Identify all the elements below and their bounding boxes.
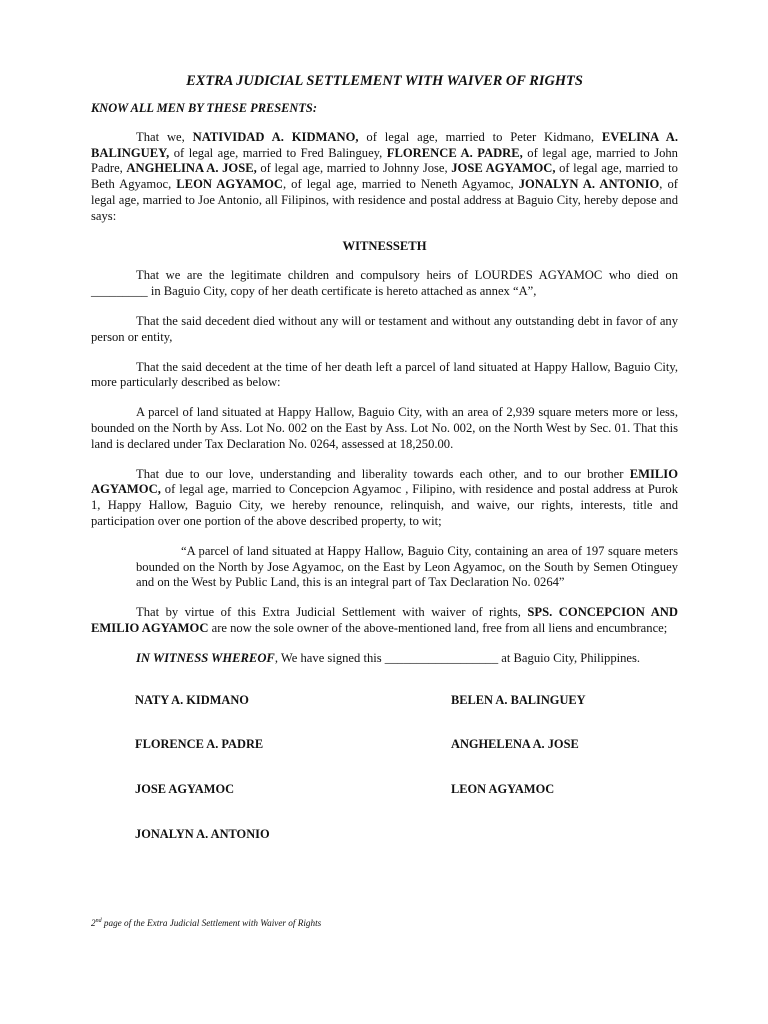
signatory-name: NATY A. KIDMANO: [135, 692, 249, 707]
signatories-grid: [135, 693, 678, 843]
page-footer: [91, 914, 321, 932]
witness-whereof-paragraph: [91, 651, 678, 667]
text-run: of legal age, married to Fred Balinguey,: [169, 145, 387, 160]
bold-name: JOSE AGYAMOC,: [451, 161, 556, 176]
text-run: are now the sole owner of the above-mentioned land, free from all liens and encumbrance;: [208, 620, 668, 635]
bold-name: NATIVIDAD A. KIDMANO,: [192, 129, 359, 144]
witnesseth-heading: WITNESSETH: [342, 238, 427, 253]
text-run: of legal age, married to Johnny Jose,: [256, 161, 452, 176]
bold-name: SPS. CONCEPCION AND EMILIO AGYAMOC: [91, 605, 678, 635]
bold-name: ANGHELINA A. JOSE,: [126, 161, 257, 176]
parties-paragraph: [91, 130, 678, 225]
quoted-land-description: “A parcel of land situated at Happy Hallow, Baguio City, containing an area of 197 square meters bounded on the North by Jose Agyamoc, on the East by Leon Agyamoc, on the South by Semen Otinguey and on the West by Public Land, this is an integral part of Tax Declaration No. 0264”: [136, 543, 678, 590]
waiver-paragraph: [91, 467, 678, 530]
virtue-paragraph: [91, 605, 678, 637]
bold-name: FLORENCE A. PADRE,: [386, 145, 523, 160]
text-run: That we,: [136, 129, 193, 144]
document-title: EXTRA JUDICIAL SETTLEMENT WITH WAIVER OF RIGHTS: [186, 73, 583, 89]
land-description-paragraph: A parcel of land situated at Happy Hallow, Baguio City, with an area of 2,939 square meters more or less, bounded on the North by Ass. Lot No. 002 on the East by Ass. Lot No. 002, on the North West by Sec. 01. That this land is declared under Tax Declaration No. 0264, assessed at 18,250.00.: [91, 405, 678, 451]
heirs-paragraph: That we are the legitimate children and compulsory heirs of LOURDES AGYAMOC who died on _________ in Baguio City, copy of her death certificate is hereto attached as annex “A”,: [91, 268, 678, 299]
text-run: That due to our love, understanding and liberality towards each other, and to our brother: [136, 466, 630, 481]
footer-ordinal-suffix: nd: [95, 918, 102, 924]
bold-name: EMILIO AGYAMOC,: [91, 466, 678, 497]
text-run: , We have signed this __________________ at Baguio City, Philippines.: [274, 650, 641, 665]
bold-name: JONALYN A. ANTONIO: [518, 177, 660, 192]
signatory-name: ANGHELENA A. JOSE: [451, 737, 579, 752]
footer-page-number: 2: [91, 918, 96, 929]
text-run: , of legal age, married to Neneth Agyamoc,: [283, 177, 519, 192]
land-left-paragraph: That the said decedent at the time of her death left a parcel of land situated at Happy Hallow, Baguio City, more particularly described as below:: [91, 359, 678, 390]
text-run: That by virtue of this Extra Judicial Settlement with waiver of rights,: [136, 605, 528, 620]
text-run: of legal age, married to Concepcion Agyamoc , Filipino, with residence and postal address at Purok 1, Happy Hallow, Baguio City, we hereby renounce, relinquish, and waive, our rights, interests, title and participation over one portion of the above described property, to wit;: [91, 482, 678, 528]
text-run: of legal age, married to Peter Kidmano,: [358, 129, 602, 144]
signatory-name: BELEN A. BALINGUEY: [451, 692, 586, 707]
footer-text: page of the Extra Judicial Settlement with Waiver of Rights: [101, 918, 322, 929]
know-all-men-heading: KNOW ALL MEN BY THESE PRESENTS:: [91, 101, 317, 115]
signatory-name: LEON AGYAMOC: [451, 782, 555, 797]
bold-name: LEON AGYAMOC: [176, 177, 283, 192]
bold-italic-phrase: IN WITNESS WHEREOF: [136, 650, 275, 665]
text-run: , of legal age, married to Joe Antonio, all Filipinos, with residence and postal address at Baguio City, hereby depose and says:: [91, 177, 678, 223]
text-run: of legal age, married to Beth Agyamoc,: [91, 161, 678, 192]
text-run: of legal age, married to John Padre,: [91, 145, 678, 176]
no-will-paragraph: That the said decedent died without any will or testament and without any outstanding debt in favor of any person or entity,: [91, 313, 678, 344]
signatory-name: JOSE AGYAMOC: [135, 782, 235, 797]
signatory-name: JONALYN A. ANTONIO: [135, 826, 270, 841]
signatory-name: FLORENCE A. PADRE: [135, 737, 264, 752]
bold-name: EVELINA A. BALINGUEY,: [91, 129, 678, 160]
